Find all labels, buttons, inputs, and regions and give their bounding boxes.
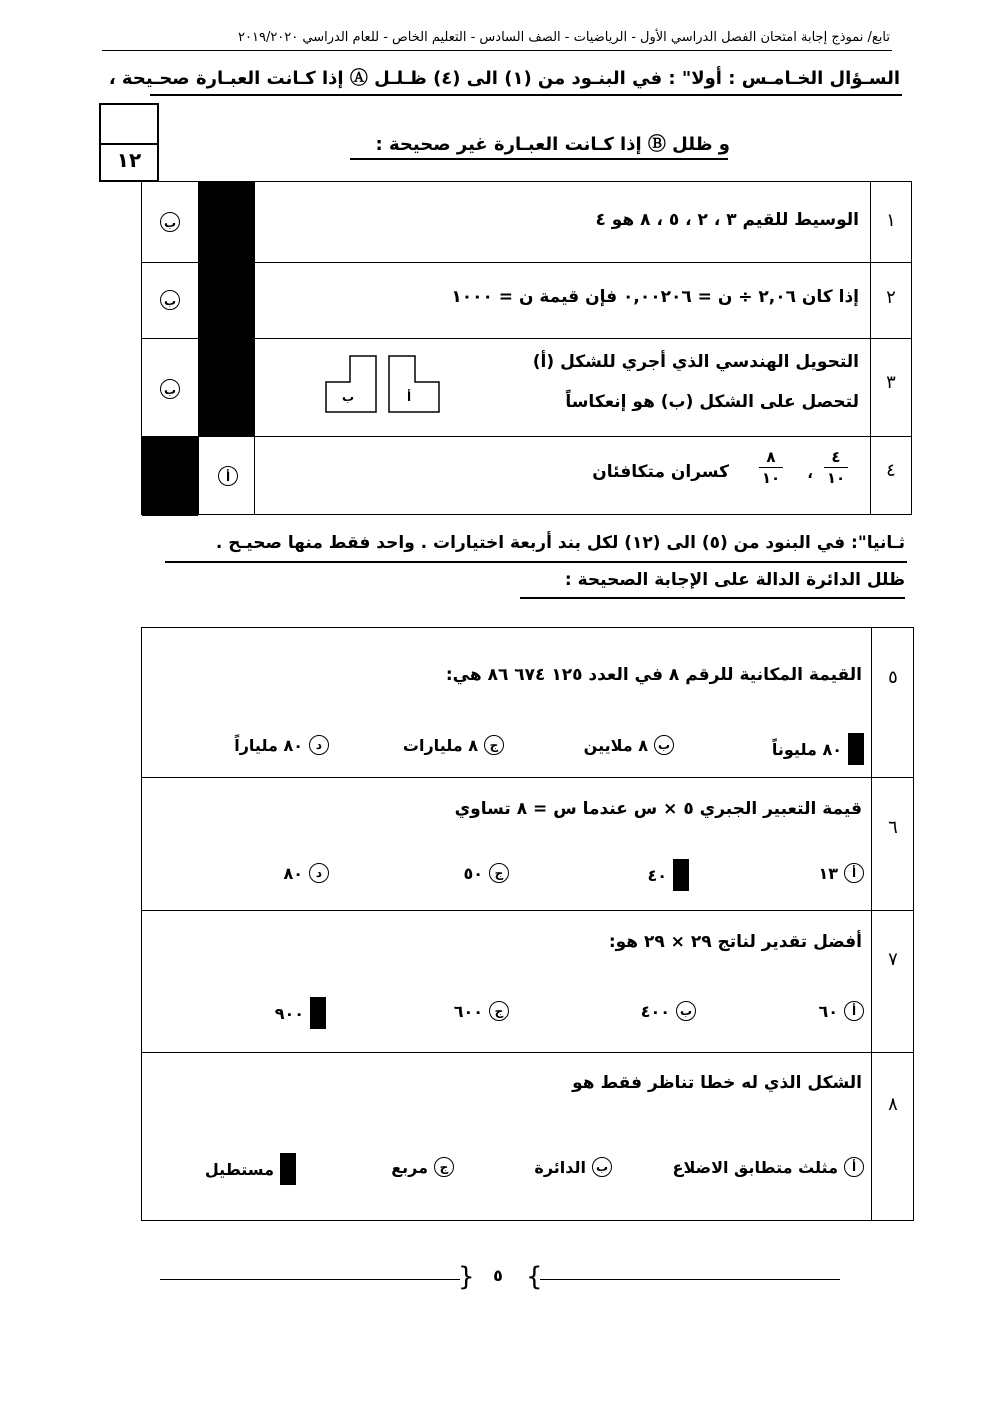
answer-circle[interactable]: ب [160, 212, 180, 232]
option-circle[interactable]: ب [592, 1157, 612, 1177]
table-border [913, 627, 914, 1221]
option-circle[interactable]: ج [484, 735, 504, 755]
question-text: الشكل الذي له خطا تناظر فقط هو [572, 1073, 862, 1093]
row-number: ٢ [886, 287, 896, 308]
option-text: مربع [391, 1157, 428, 1177]
row-number: ١ [886, 210, 896, 231]
option-text: الدائرة [534, 1157, 586, 1177]
option-d[interactable] [234, 735, 329, 755]
row-divider [141, 1052, 914, 1053]
statement-text: إذا كان ٢,٠٦ ÷ ن = ٠,٠٠٢٠٦ فإن قيمة ن = ١٠٠٠ [451, 287, 859, 307]
row-number: ٣ [886, 372, 896, 393]
true-false-table [141, 181, 912, 515]
option-d[interactable] [283, 863, 329, 883]
page-header: تابع/ نموذج إجابة امتحان الفصل الدراسي الأول - الرياضيات - الصف السادس - التعليم الخاص - للعام الدراسي ٢٠١٩/٢٠٢٠ [238, 30, 890, 45]
score-value: ١٢ [116, 148, 142, 172]
option-circle[interactable]: ب [676, 1001, 696, 1021]
option-circle[interactable]: ب [654, 735, 674, 755]
row-divider [141, 910, 914, 911]
selected-answer-mark[interactable] [310, 997, 326, 1029]
option-text: ٥٠ [463, 863, 483, 883]
part2-title-underline [165, 561, 907, 563]
statement-text: لتحصل على الشكل (ب) هو إنعكاساً [565, 392, 859, 412]
col-divider [254, 182, 255, 514]
option-circle[interactable]: د [309, 735, 329, 755]
option-text: ٨٠ مليوناً [771, 739, 842, 759]
answer-circle[interactable]: ب [160, 379, 180, 399]
question-subtitle: و ظلل Ⓑ إذا كـانت العبـارة غير صحيحة : [375, 134, 730, 155]
option-circle[interactable]: ج [434, 1157, 454, 1177]
option-circle[interactable]: د [309, 863, 329, 883]
fraction-1-denominator: ١٠ [826, 469, 846, 487]
option-c[interactable] [391, 1157, 454, 1177]
fraction-2-numerator: ٨ [766, 448, 776, 466]
option-b[interactable] [641, 1001, 696, 1021]
option-text: ٨ مليارات [402, 735, 478, 755]
table-border [141, 627, 142, 1221]
option-text: مستطيل [204, 1159, 274, 1179]
option-b[interactable] [584, 735, 674, 755]
footer-bracket: } [526, 1262, 543, 1292]
subtitle-underline [350, 158, 728, 160]
fraction-1 [821, 448, 851, 487]
option-circle[interactable]: ج [489, 1001, 509, 1021]
answer-circle[interactable]: أ [218, 466, 238, 486]
row-divider [141, 777, 914, 778]
option-c[interactable] [454, 1001, 509, 1021]
shape-a-label: أ [407, 390, 412, 404]
option-text: ٩٠٠ [274, 1003, 304, 1023]
option-b[interactable] [647, 859, 689, 891]
col-divider [871, 627, 872, 1221]
shape-b-icon [322, 354, 378, 414]
option-a[interactable] [818, 1001, 864, 1021]
selected-answer-mark[interactable] [280, 1153, 296, 1185]
table-border [141, 627, 914, 628]
shape-a-icon [387, 354, 443, 414]
multiple-choice-table [141, 627, 914, 1221]
header-divider [102, 50, 892, 51]
fraction-2 [756, 448, 786, 487]
option-text: ٨ ملايين [583, 735, 648, 755]
option-a[interactable] [818, 863, 864, 883]
option-a[interactable] [673, 1157, 864, 1177]
score-divider [101, 143, 157, 145]
selected-answer-mark[interactable] [848, 733, 864, 765]
fraction-bar [824, 467, 848, 468]
option-text: ٤٠ [647, 865, 667, 885]
question-title: السـؤال الخـامـس : أولا" : في البنـود من (١) الى (٤) ظـلـل Ⓐ إذا كـانت العبـارة صحـيحة ، [108, 68, 900, 89]
question-number: ٧ [888, 949, 898, 970]
title-underline [150, 94, 902, 96]
answer-circle[interactable]: ب [160, 290, 180, 310]
question-text: القيمة المكانية للرقم ٨ في العدد ١٢٥ ٦٧٤ ٨٦ هي: [445, 665, 862, 685]
option-b[interactable] [534, 1157, 612, 1177]
fraction-1-numerator: ٤ [831, 448, 841, 466]
shape-b-label: ب [342, 390, 355, 404]
shaded-cell [198, 182, 254, 436]
option-text: ٦٠ [818, 1001, 838, 1021]
part2-subtitle: ظلل الدائرة الدالة على الإجابة الصحيحة : [564, 570, 905, 590]
fraction-bar [759, 467, 783, 468]
score-box [99, 103, 159, 182]
table-border [141, 1220, 914, 1221]
footer-bracket: { [458, 1262, 475, 1292]
row-divider [142, 436, 911, 437]
col-divider [198, 436, 199, 514]
part2-title: ثـانيا": في البنود من (٥) الى (١٢) لكل بند أربعة اختيارات . واحد فقط منها صحيـح . [215, 533, 905, 553]
question-number: ٥ [888, 667, 898, 688]
option-circle[interactable]: أ [844, 863, 864, 883]
fraction-2-denominator: ١٠ [761, 469, 781, 487]
option-d[interactable] [275, 997, 326, 1029]
row-number: ٤ [886, 460, 896, 481]
option-c[interactable] [403, 735, 504, 755]
option-c[interactable] [463, 863, 509, 883]
option-a[interactable] [772, 733, 864, 765]
option-text: ٨٠ ملياراً [234, 735, 303, 755]
statement-text: كسران متكافئان [592, 462, 729, 482]
row-divider [142, 338, 911, 339]
footer-line [540, 1279, 840, 1280]
selected-answer-mark[interactable] [673, 859, 689, 891]
part2-subtitle-underline [520, 597, 905, 599]
page-number: ٥ [493, 1266, 503, 1285]
option-text: ٨٠ [283, 863, 303, 883]
shaded-cell [142, 436, 198, 516]
option-circle[interactable]: أ [844, 1157, 864, 1177]
row-divider [142, 262, 911, 263]
fraction-separator: ، [807, 464, 813, 482]
option-circle[interactable]: أ [844, 1001, 864, 1021]
option-text: ١٣ [818, 863, 838, 883]
option-text: ٤٠٠ [640, 1001, 670, 1021]
option-circle[interactable]: ج [489, 863, 509, 883]
option-d[interactable] [205, 1153, 296, 1185]
question-text: قيمة التعبير الجبري ٥ × س عندما س = ٨ تساوي [454, 799, 862, 819]
option-text: ٦٠٠ [453, 1001, 483, 1021]
question-number: ٨ [888, 1094, 898, 1115]
option-text: مثلث متطابق الاضلاع [672, 1157, 838, 1177]
question-text: أفضل تقدير لناتج ٢٩ × ٢٩ هو: [608, 932, 862, 952]
statement-text: الوسيط للقيم ٣ ، ٢ ، ٥ ، ٨ هو ٤ [595, 210, 859, 230]
question-number: ٦ [888, 817, 898, 838]
footer-line [160, 1279, 460, 1280]
statement-text: التحويل الهندسي الذي أجري للشكل (أ) [532, 352, 859, 372]
